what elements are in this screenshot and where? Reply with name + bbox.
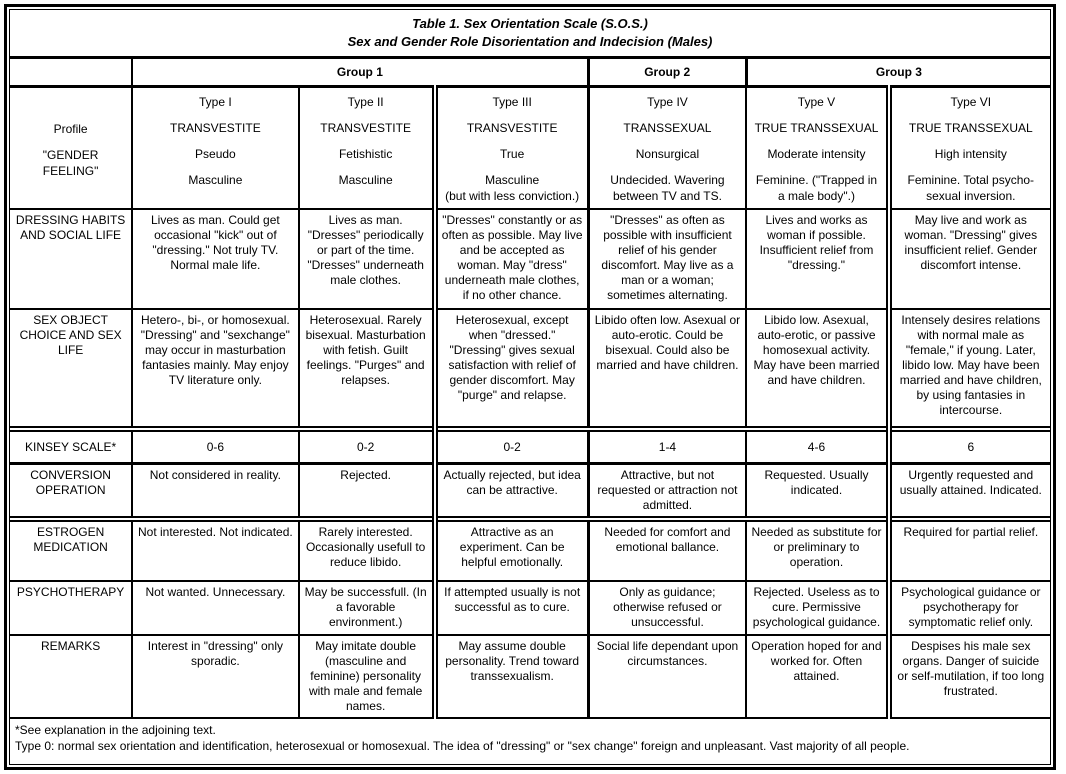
cell-dressing-type-vi: May live and work as woman. "Dressing" gives insufficient relief. Gender discomfort intense. [889, 209, 1050, 309]
cell-psychotherapy-type-vi: Psychological guidance or psychotherapy for symptomatic relief only. [889, 581, 1050, 635]
footnote-type-0: Type 0: normal sex orientation and identification, heterosexual or homosexual. The idea of "dressing" or "sex change" foreign and unpleasant. Vast majority of all people. [15, 739, 910, 753]
type-v-feeling: Feminine. ("Trapped in a male body".) [755, 173, 878, 203]
type-iv-feeling: Undecided. Wavering between TV and TS. [610, 173, 725, 203]
cell-psychotherapy-type-iii: If attempted usually is not successful as to cure. [435, 581, 588, 635]
group-header-corner-cell [10, 58, 132, 87]
cell-psychotherapy-type-i: Not wanted. Unnecessary. [132, 581, 298, 635]
row-psychotherapy [10, 581, 1050, 635]
type-ii-subtype: Fetishistic [338, 147, 393, 161]
cell-estrogen-type-i: Not interested. Not indicated. [132, 519, 298, 581]
type-iv-category: TRANSSEXUAL [623, 121, 712, 135]
sex-orientation-scale-table [10, 10, 1050, 764]
type-ii-category: TRANSVESTITE [320, 121, 411, 135]
row-label-estrogen-medication: ESTROGEN MEDICATION [10, 519, 132, 581]
row-remarks [10, 635, 1050, 718]
cell-remarks-type-v: Operation hoped for and worked for. Often attained. [746, 635, 888, 718]
type-header-type-iv [588, 87, 746, 210]
type-v-category: TRUE TRANSSEXUAL [754, 121, 879, 135]
cell-dressing-type-iv: "Dresses" as often as possible with insufficient relief of his gender discomfort. May live as a man or a woman; sometimes alternating. [588, 209, 746, 309]
cell-psychotherapy-type-ii: May be successfull. (In a favorable environment.) [299, 581, 435, 635]
row-label-dressing-habits: DRESSING HABITS AND SOCIAL LIFE [10, 209, 132, 309]
type-iv-number: Type IV [647, 95, 688, 109]
cell-sex-object-type-v: Libido low. Asexual, auto-erotic, or passive homosexual activity. May have been married and have children. [746, 309, 888, 429]
type-iii-subtype: True [500, 147, 525, 161]
row-sex-object-choice [10, 309, 1050, 429]
profile-label: Profile [53, 122, 88, 136]
row-label-sex-object-choice: SEX OBJECT CHOICE AND SEX LIFE [10, 309, 132, 429]
table-title-row [10, 10, 1050, 58]
cell-estrogen-type-vi: Required for partial relief. [889, 519, 1050, 581]
cell-conversion-type-i: Not considered in reality. [132, 464, 298, 520]
cell-conversion-type-v: Requested. Usually indicated. [746, 464, 888, 520]
group-header-group-3: Group 3 [746, 58, 1050, 87]
cell-conversion-type-vi: Urgently requested and usually attained. Indicated. [889, 464, 1050, 520]
document-outer-border [4, 4, 1056, 770]
cell-dressing-type-iii: "Dresses" constantly or as often as possible. May live and be accepted as woman. May "dress" underneath male clothes, if no other chance. [435, 209, 588, 309]
cell-remarks-type-i: Interest in "dressing" only sporadic. [132, 635, 298, 718]
footnote-cell [10, 718, 1050, 764]
type-header-type-v [746, 87, 888, 210]
cell-remarks-type-vi: Despises his male sex organs. Danger of suicide or self-mutilation, if too long frustrated. [889, 635, 1050, 718]
profile-header-cell [10, 87, 132, 210]
type-iii-category: TRANSVESTITE [466, 121, 558, 135]
group-header-group-2: Group 2 [588, 58, 746, 87]
cell-dressing-type-ii: Lives as man. "Dresses" periodically or part of the time. "Dresses" underneath male clothes. [299, 209, 435, 309]
type-i-feeling: Masculine [188, 173, 243, 187]
cell-dressing-type-i: Lives as man. Could get occasional "kick" out of "dressing." Not truly TV. Normal male life. [132, 209, 298, 309]
type-vi-category: TRUE TRANSSEXUAL [908, 121, 1033, 135]
cell-psychotherapy-type-iv: Only as guidance; otherwise refused or unsuccessful. [588, 581, 746, 635]
type-vi-feeling: Feminine. Total psycho-sexual inversion. [907, 173, 1035, 203]
row-label-remarks: REMARKS [10, 635, 132, 718]
footnote-row [10, 718, 1050, 764]
type-header-type-i [132, 87, 298, 210]
cell-psychotherapy-type-v: Rejected. Useless as to cure. Permissive psychological guidance. [746, 581, 888, 635]
type-header-type-vi [889, 87, 1050, 210]
type-i-subtype: Pseudo [195, 147, 236, 161]
row-label-kinsey-scale: KINSEY SCALE* [10, 429, 132, 464]
type-iv-subtype: Nonsurgical [635, 147, 700, 161]
type-iii-number: Type III [492, 95, 532, 109]
type-v-subtype: Moderate intensity [767, 147, 866, 161]
type-header-type-iii [435, 87, 588, 210]
cell-kinsey-type-ii: 0-2 [299, 429, 435, 464]
group-header-row [10, 58, 1050, 87]
cell-conversion-type-iii: Actually rejected, but idea can be attractive. [435, 464, 588, 520]
row-estrogen-medication [10, 519, 1050, 581]
cell-estrogen-type-ii: Rarely interested. Occasionally usefull to reduce libido. [299, 519, 435, 581]
type-iii-feeling [442, 172, 583, 204]
cell-sex-object-type-i: Hetero-, bi-, or homosexual. "Dressing" and "sexchange" may occur in masturbation fantasies mainly. May enjoy TV literature only. [132, 309, 298, 429]
type-header-type-ii [299, 87, 435, 210]
type-vi-subtype: High intensity [934, 147, 1007, 161]
type-vi-number: Type VI [950, 95, 992, 109]
cell-sex-object-type-iii: Heterosexual, except when "dressed." "Dressing" gives sexual satisfaction with relief of gender discomfort. May "purge" and relapse. [435, 309, 588, 429]
cell-remarks-type-iii: May assume double personality. Trend toward transsexualism. [435, 635, 588, 718]
cell-remarks-type-ii: May imitate double (masculine and feminine) personality with male and female names. [299, 635, 435, 718]
cell-dressing-type-v: Lives and works as woman if possible. Insufficient relief from "dressing." [746, 209, 888, 309]
cell-sex-object-type-vi: Intensely desires relations with normal male as "female," if young. Later, libido low. May have been married and have children, by using fantasies in intercourse. [889, 309, 1050, 429]
table-title-line-1: Table 1. Sex Orientation Scale (S.O.S.) [412, 16, 648, 31]
cell-kinsey-type-v: 4-6 [746, 429, 888, 464]
cell-sex-object-type-iv: Libido often low. Asexual or auto-erotic. Could be bisexual. Could also be married and have children. [588, 309, 746, 429]
group-header-group-1: Group 1 [132, 58, 588, 87]
cell-estrogen-type-iii: Attractive as an experiment. Can be helpful emotionally. [435, 519, 588, 581]
type-header-row [10, 87, 1050, 210]
row-label-conversion-operation: CONVERSION OPERATION [10, 464, 132, 520]
type-ii-feeling: Masculine [338, 173, 393, 187]
row-conversion-operation [10, 464, 1050, 520]
cell-conversion-type-ii: Rejected. [299, 464, 435, 520]
cell-sex-object-type-ii: Heterosexual. Rarely bisexual. Masturbation with fetish. Guilt feelings. "Purges" and relapses. [299, 309, 435, 429]
cell-kinsey-type-iii: 0-2 [435, 429, 588, 464]
type-v-number: Type V [797, 95, 836, 109]
document-inner-border [9, 9, 1051, 765]
cell-estrogen-type-iv: Needed for comfort and emotional ballance. [588, 519, 746, 581]
table-title-cell [10, 10, 1050, 58]
cell-estrogen-type-v: Needed as substitute for or preliminary to operation. [746, 519, 888, 581]
table-title-line-2: Sex and Gender Role Disorientation and Indecision (Males) [347, 34, 713, 49]
cell-remarks-type-iv: Social life dependant upon circumstances. [588, 635, 746, 718]
type-iii-feeling-line-2: (but with less conviction.) [445, 189, 580, 203]
cell-kinsey-type-vi: 6 [889, 429, 1050, 464]
cell-kinsey-type-i: 0-6 [132, 429, 298, 464]
cell-conversion-type-iv: Attractive, but not requested or attraction not admitted. [588, 464, 746, 520]
row-label-psychotherapy: PSYCHOTHERAPY [10, 581, 132, 635]
cell-kinsey-type-iv: 1-4 [588, 429, 746, 464]
type-i-number: Type I [199, 95, 232, 109]
type-i-category: TRANSVESTITE [170, 121, 261, 135]
type-ii-number: Type II [347, 95, 384, 109]
row-dressing-habits [10, 209, 1050, 309]
footnote-see-explanation: *See explanation in the adjoining text. [15, 723, 216, 737]
gender-feeling-label: "GENDER FEELING" [42, 148, 99, 178]
type-iii-feeling-line-1: Masculine [485, 173, 540, 187]
row-kinsey-scale [10, 429, 1050, 464]
